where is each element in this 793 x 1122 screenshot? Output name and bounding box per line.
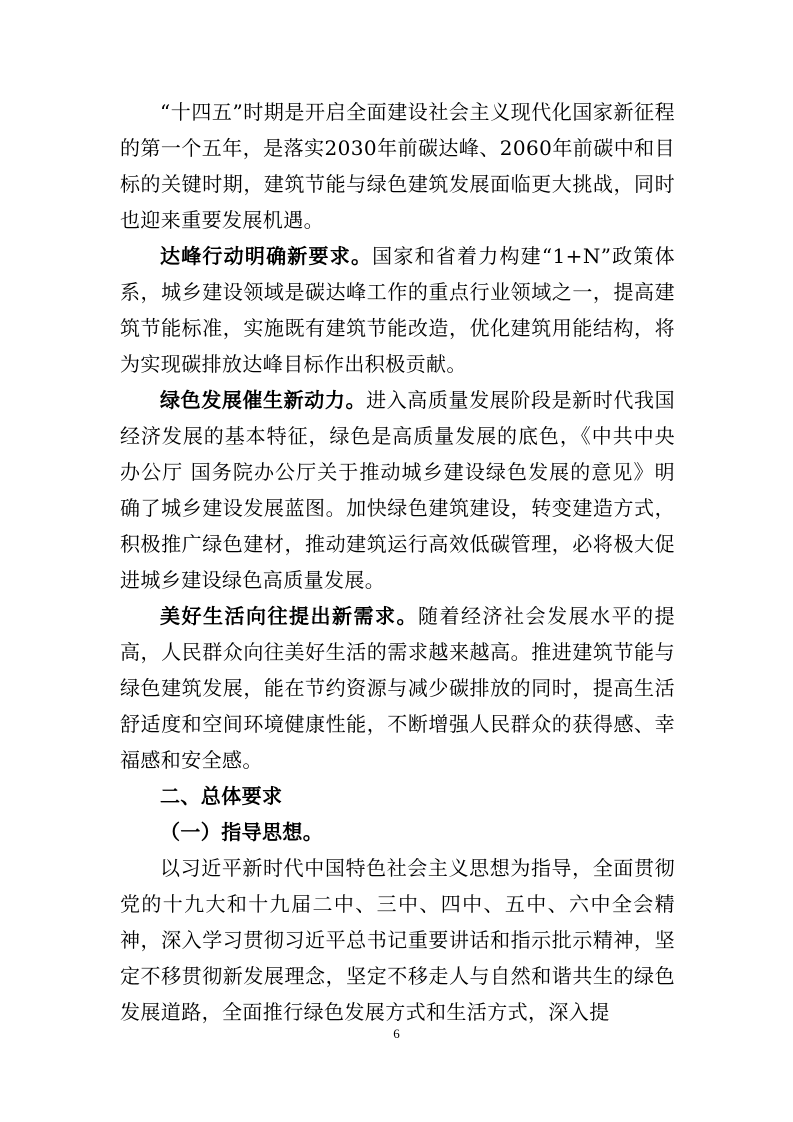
paragraph-text: 随着经济社会发展水平的提高，人民群众向往美好生活的需求越来越高。推进建筑节能与绿色建筑发展，能在节约资源与减少碳排放的同时，提高生活舒适度和空间环境健康性能，不断增强人民群众的获得感、幸福感和安全感。 — [120, 604, 675, 772]
paragraph-text: 进入高质量发展阶段是新时代我国经济发展的基本特征，绿色是高质量发展的底色，《中共中央办公厅 国务院办公厅关于推动城乡建设绿色发展的意见》明确了城乡建设发展蓝图。加快绿色建筑建设，转变建造方式，积极推广绿色建材，推动建筑运行高效低碳管理，必将极大促进城乡建设绿色高质量发展。 — [120, 388, 676, 592]
paragraph-text: “十四五”时期是开启全面建设社会主义现代化国家新征程的第一个五年，是落实2030年前碳达峰、2060年前碳中和目标的关键时期，建筑节能与绿色建筑发展面临更大挑战，同时也迎来重要发展机遇。 — [120, 100, 675, 232]
paragraph-lead: 绿色发展催生新动力。 — [160, 388, 367, 412]
intro-paragraph — [120, 94, 675, 238]
subsection-heading: （一）指导思想。 — [160, 820, 324, 844]
better-life-paragraph — [120, 598, 675, 778]
document-body — [120, 94, 675, 1030]
guiding-paragraph: 以习近平新时代中国特色社会主义思想为指导，全面贯彻党的十九大和十九届二中、三中、四中、五中、六中全会精神，深入学习贯彻习近平总书记重要讲话和指示批示精神，坚定不移贯彻新发展理念，坚定不移走人与自然和谐共生的绿色发展道路，全面推行绿色发展方式和生活方式，深入提 — [120, 856, 675, 1024]
peak-action-paragraph — [120, 238, 675, 382]
paragraph-lead: 达峰行动明确新要求。 — [160, 244, 373, 268]
page-number: 6 — [393, 1026, 400, 1041]
paragraph-lead: 美好生活向往提出新需求。 — [160, 604, 419, 628]
paragraph-text: 国家和省着力构建“1+N”政策体系，城乡建设领域是碳达峰工作的重点行业领域之一，提高建筑节能标准，实施既有建筑节能改造，优化建筑用能结构，将为实现碳排放达峰目标作出积极贡献。 — [120, 244, 675, 376]
section-heading: 二、总体要求 — [160, 784, 283, 808]
green-development-paragraph — [120, 382, 675, 598]
